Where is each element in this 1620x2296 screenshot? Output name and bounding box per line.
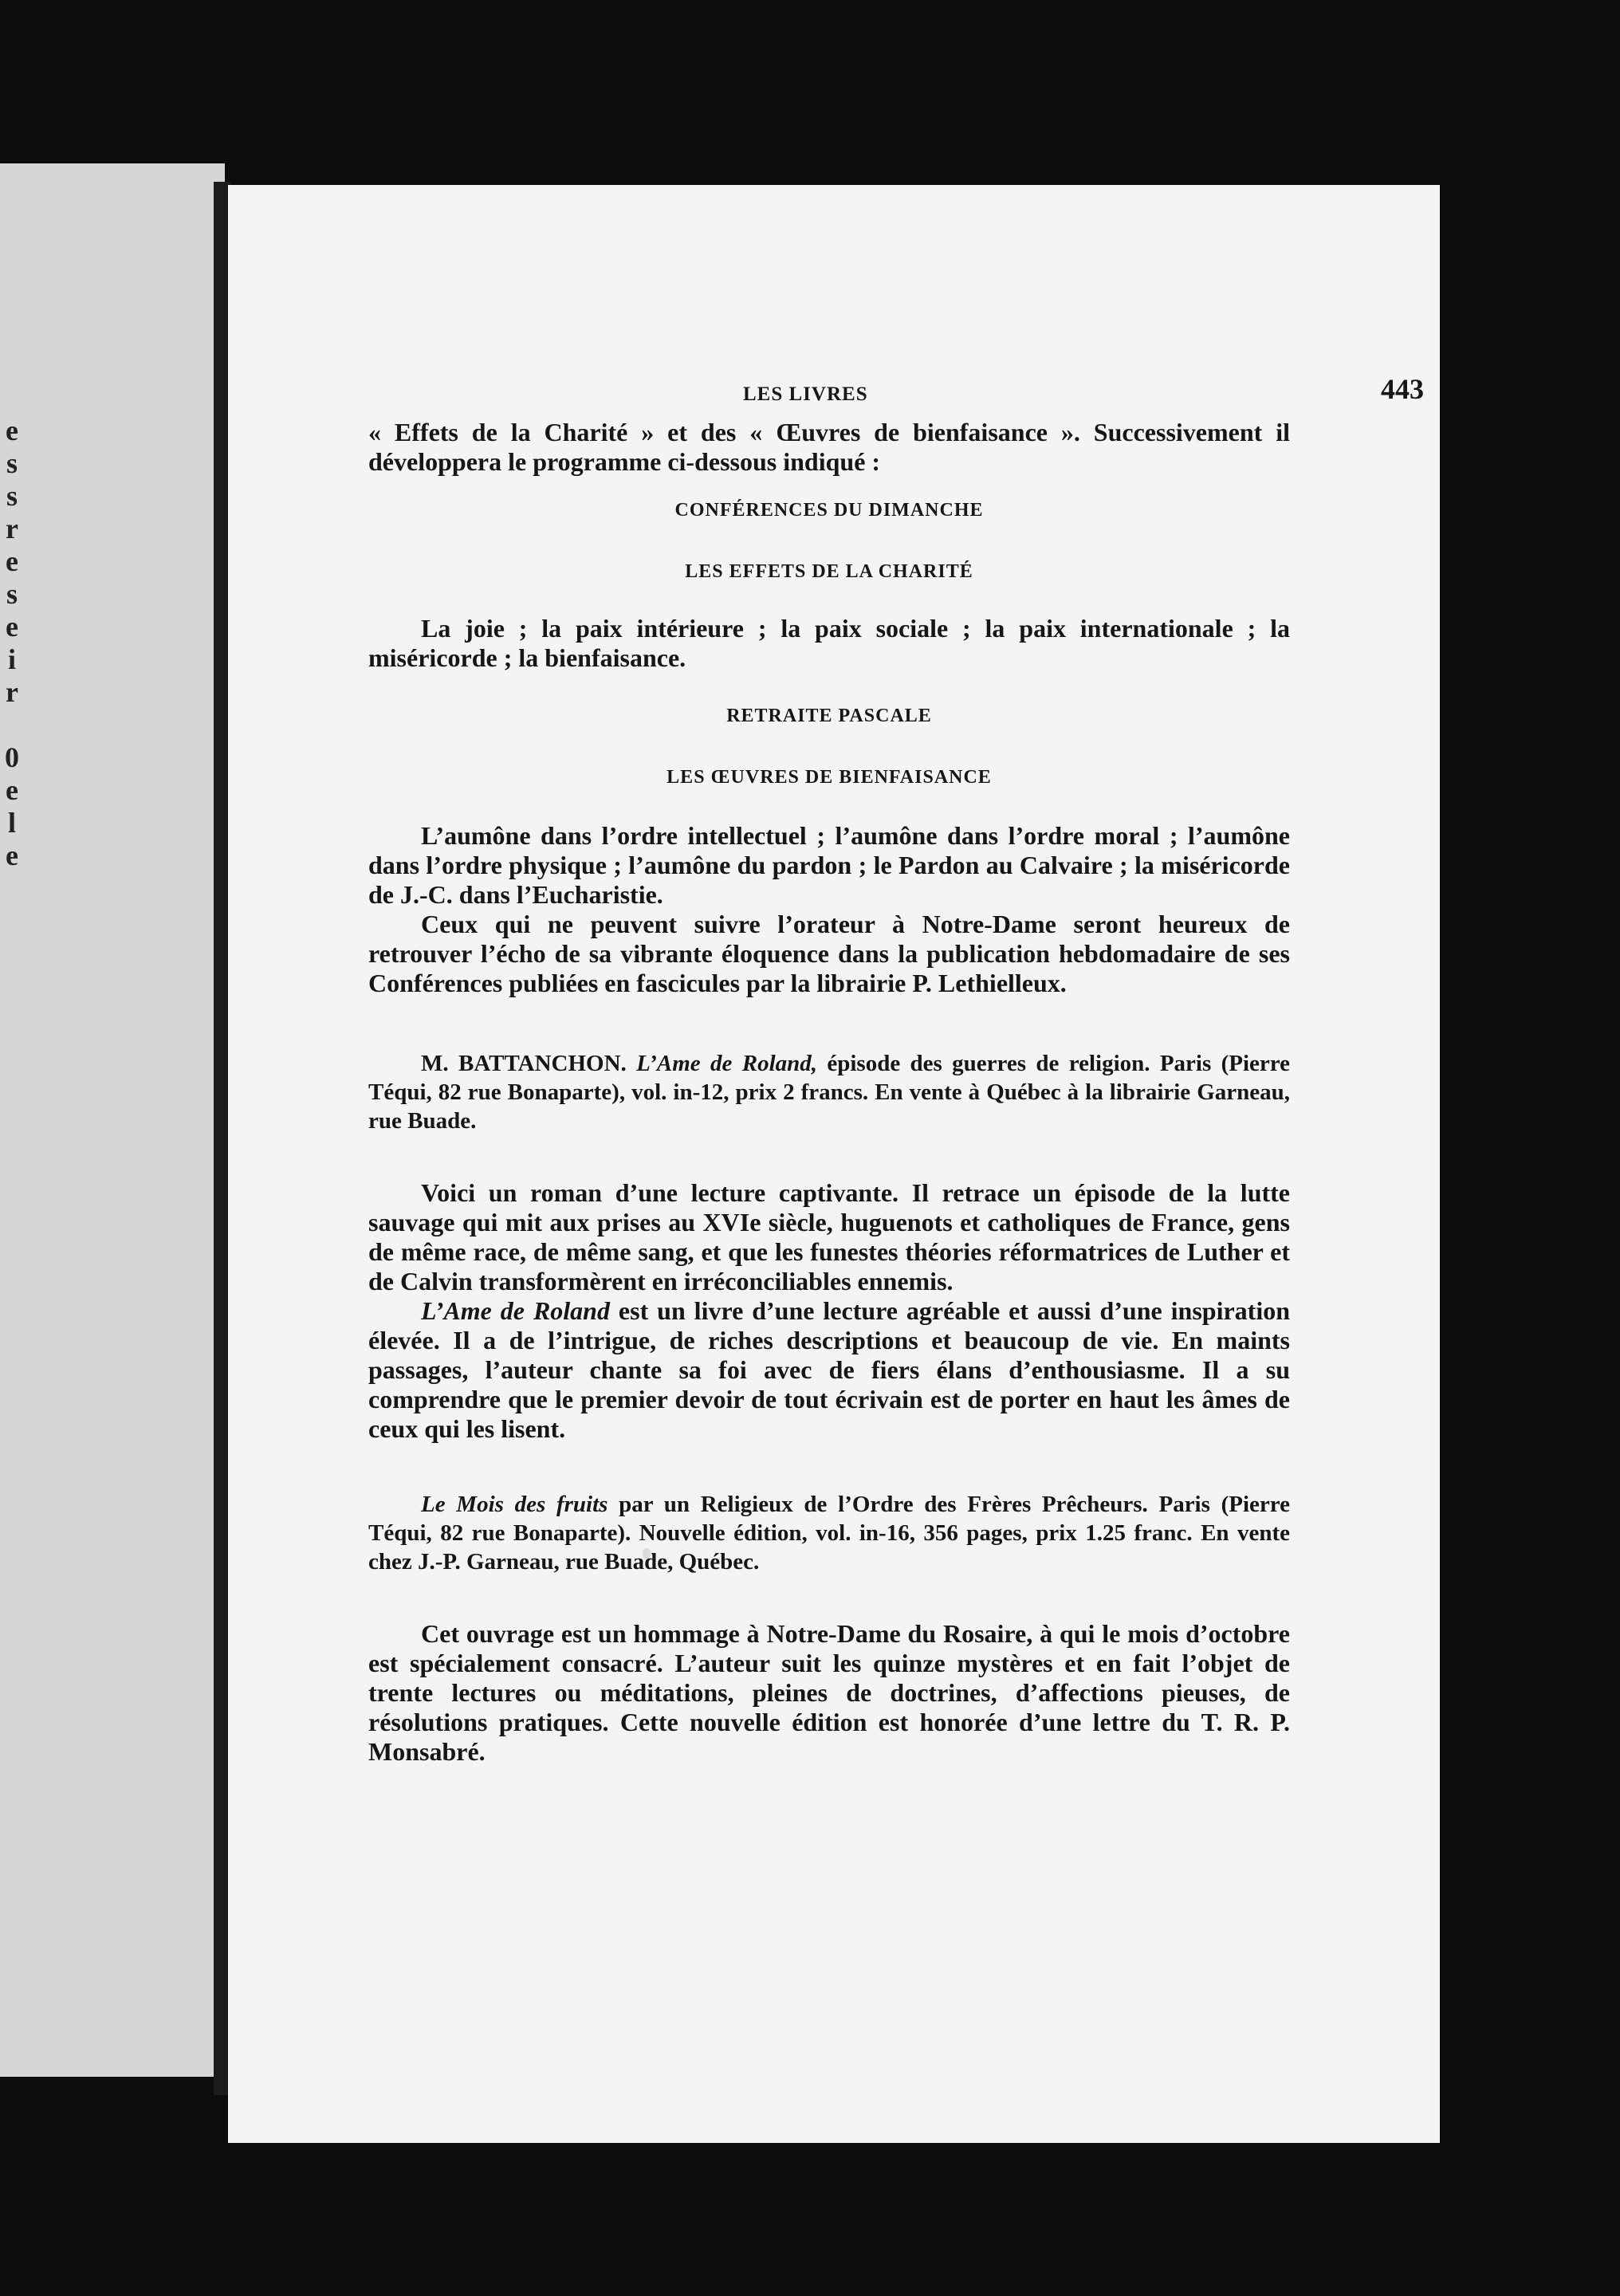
paragraph-roman: Voici un roman d’une lecture captivante. Il retrace un épisode de la lutte sauvage qui mit aux prises au XVIe siècle, huguenots et catholiques de France, gens de même race, de même sang, et que les funestes théories réformatrices de Luther et de Calvin transformèrent en irréconciliables ennemis. bbox=[368, 1178, 1290, 1295]
page-content bbox=[368, 373, 1510, 1767]
paragraph-notre-dame: Ceux qui ne peuvent suivre l’orateur à Notre-Dame seront heureux de retrouver l’écho de sa vibrante éloquence dans la publication hebdomadaire de ses Conférences publiées en fascicules par la librairie P. Lethielleux. bbox=[368, 910, 1290, 997]
left-edge-letter: e bbox=[6, 545, 18, 577]
left-edge-letter: 0 bbox=[5, 741, 19, 773]
left-edge-letter: l bbox=[7, 807, 16, 839]
page-number: 443 bbox=[1381, 373, 1424, 405]
book-reference-battanchon: M. BATTANCHON. L’Ame de Roland, épisode des guerres de religion. Paris (Pierre Téqui, 82 rue Bonaparte), vol. in-12, prix 2 francs. En vente à Québec à la librairie Garneau, rue Buade. bbox=[368, 1051, 1291, 1134]
book-title: L’Ame de Roland bbox=[421, 1296, 610, 1325]
paragraph-effets: La joie ; la paix intérieure ; la paix sociale ; la paix internationale ; la miséricorde ; la bienfaisance. bbox=[368, 614, 1290, 672]
left-edge-letter: s bbox=[6, 578, 18, 610]
left-edge-letter bbox=[0, 709, 24, 741]
intro-paragraph: « Effets de la Charité » et des « Œuvres de bienfaisance ». Successivement il développera le programme ci-dessous indiqué : bbox=[368, 418, 1290, 476]
paragraph-text: est un livre d’une lecture agréable et aussi d’une inspiration élevée. Il a de l’intrigue, de riches descriptions et beaucoup de vie. En maints passages, l’auteur chante sa foi avec de fiers élans d’enthousiasme. Il a su comprendre que le premier devoir de tout écrivain est de porter en haut les âmes de ceux qui les lisent. bbox=[368, 1296, 1291, 1443]
left-edge-letter: e bbox=[6, 611, 18, 643]
section-subheading: LES ŒUVRES DE BIENFAISANCE bbox=[666, 767, 992, 788]
book-title: Le Mois des fruits bbox=[421, 1492, 608, 1517]
left-edge-letter: s bbox=[6, 480, 18, 512]
section-heading: RETRAITE PASCALE bbox=[726, 706, 932, 726]
left-edge-letter: i bbox=[7, 643, 16, 675]
left-edge-letter: e bbox=[6, 774, 18, 806]
paragraph-aumone: L’aumône dans l’ordre intellectuel ; l’aumône dans l’ordre moral ; l’aumône dans l’ordre physique ; l’aumône du pardon ; le Pardon au Calvaire ; la miséricorde de J.-C. dans l’Eucharistie. bbox=[368, 821, 1290, 909]
left-edge-letter: r bbox=[6, 676, 18, 708]
left-edge-letter: r bbox=[6, 513, 18, 545]
left-edge-letter: e bbox=[6, 839, 18, 871]
section-subheading: LES EFFETS DE LA CHARITÉ bbox=[685, 561, 973, 582]
running-head: LES LIVRES bbox=[743, 383, 868, 405]
left-edge-letter: s bbox=[6, 447, 18, 479]
book-page bbox=[228, 185, 1440, 2143]
section-heading: CONFÉRENCES DU DIMANCHE bbox=[674, 500, 984, 521]
left-page bbox=[0, 163, 225, 2077]
left-edge-letter: e bbox=[6, 415, 18, 446]
book-details: par un Religieux de l’Ordre des Frères Prêcheurs. Paris (Pierre Téqui, 82 rue Bonaparte). Nouvelle édition, vol. in-16, 356 pages, prix 1.25 franc. En vente chez J.-P. Garneau, rue Buade, Québec. bbox=[368, 1492, 1290, 1575]
paragraph-ouvrage: Cet ouvrage est un hommage à Notre-Dame du Rosaire, à qui le mois d’octobre est spécialement consacré. L’auteur suit les quinze mystères et en fait l’objet de trente lectures ou méditations, pleines de doctrines, d’affections pieuses, de résolutions pratiques. Cette nouvelle édition est honorée d’une lettre du T. R. P. Monsabré. bbox=[368, 1619, 1290, 1766]
book-details: épisode des guerres de religion. Paris (Pierre Téqui, 82 rue Bonaparte), vol. in-12, prix 2 francs. En vente à Québec à la librairie Garneau, rue Buade. bbox=[368, 1051, 1291, 1134]
book-reference-mois-des-fruits bbox=[368, 1490, 1290, 1576]
book-title: L’Ame de Roland, bbox=[636, 1051, 818, 1076]
author-name: M. BATTANCHON bbox=[421, 1051, 621, 1076]
left-page-edge-text bbox=[0, 415, 24, 1020]
paragraph-ame-de-roland bbox=[368, 1296, 1290, 1444]
page-header bbox=[368, 373, 1510, 418]
